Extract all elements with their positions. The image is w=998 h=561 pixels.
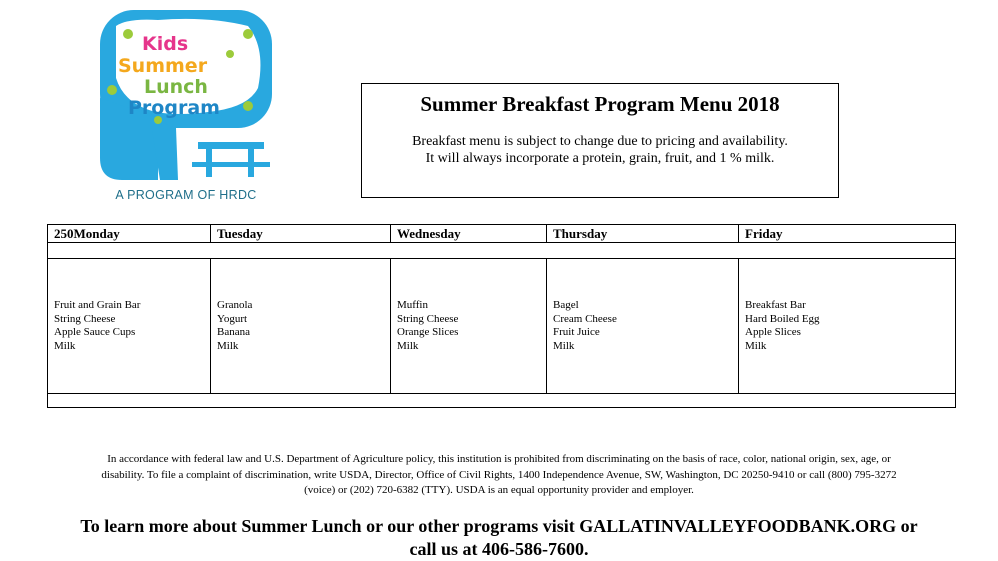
- cta-line-1: To learn more about Summer Lunch or our other programs visit GALLATINVALLEYFOODBANK.ORG or: [80, 516, 918, 536]
- menu-item: Milk: [553, 339, 575, 352]
- menu-item: Orange Slices: [397, 326, 459, 338]
- logo-word-program: Program: [128, 97, 220, 119]
- program-logo: [98, 8, 274, 208]
- menu-item: Cream Cheese: [553, 312, 617, 325]
- day-header-friday: Friday: [739, 225, 956, 243]
- menu-item: Hard Boiled Egg: [745, 312, 820, 325]
- menu-item: Milk: [397, 339, 419, 352]
- menu-item: Granola: [217, 299, 253, 311]
- spacer-cell: [48, 243, 956, 259]
- tree-logo-icon: [98, 8, 274, 186]
- menu-item: Yogurt: [217, 312, 248, 325]
- day-header-thursday: Thursday: [547, 225, 739, 243]
- day-header-wednesday: Wednesday: [391, 225, 547, 243]
- menu-item: Fruit and Grain Bar: [54, 299, 141, 311]
- title-box: [361, 83, 839, 198]
- day-header-monday: 250Monday: [48, 225, 211, 243]
- menu-items-row: [48, 259, 956, 394]
- menu-item: Milk: [217, 339, 239, 352]
- menu-item: Muffin: [397, 299, 428, 311]
- menu-item: Milk: [54, 339, 76, 352]
- logo-word-kids: Kids: [142, 33, 189, 55]
- notice-line-3: (voice) or (202) 720-6382 (TTY). USDA is an equal opportunity provider and employer.: [304, 484, 694, 496]
- menu-item: Bagel: [553, 299, 579, 311]
- notice-line-1: In accordance with federal law and U.S. Department of Agriculture policy, this institution is prohibited from discriminating on the basis of race, color, national origin, sex, age, or: [107, 453, 891, 465]
- call-to-action: [20, 515, 978, 561]
- page-title: Summer Breakfast Program Menu 2018: [420, 92, 780, 116]
- menu-item: Fruit Juice: [553, 326, 600, 338]
- menu-cell-tuesday: [211, 259, 391, 394]
- cta-line-2: call us at 406-586-7600.: [409, 539, 589, 559]
- nondiscrimination-notice: [20, 452, 978, 499]
- logo-word-summer: Summer: [118, 55, 208, 77]
- bottom-row: [48, 394, 956, 408]
- menu-item: Apple Slices: [745, 326, 801, 338]
- logo-caption: A PROGRAM OF HRDC: [115, 188, 257, 202]
- day-header-tuesday: Tuesday: [211, 225, 391, 243]
- menu-cell-monday: [48, 259, 211, 394]
- subtitle-line-1: Breakfast menu is subject to change due to pricing and availability.: [412, 134, 788, 149]
- logo-word-lunch: Lunch: [144, 76, 208, 98]
- spacer-row: [48, 243, 956, 259]
- menu-table: [47, 224, 956, 408]
- menu-item: Banana: [217, 326, 250, 338]
- menu-cell-friday: [739, 259, 956, 394]
- menu-item: Apple Sauce Cups: [54, 326, 136, 338]
- bottom-cell: [48, 394, 956, 408]
- notice-line-2: disability. To file a complaint of discrimination, write USDA, Director, Office of Civil Rights, 1400 Independence Avenue, SW, Washington, DC 20250-9410 or call (800) 795-3272: [101, 468, 897, 481]
- menu-item: Breakfast Bar: [745, 299, 806, 311]
- menu-item: String Cheese: [397, 312, 459, 325]
- menu-item: Milk: [745, 339, 767, 352]
- menu-item: String Cheese: [54, 312, 116, 325]
- subtitle-line-2: It will always incorporate a protein, grain, fruit, and 1 % milk.: [425, 151, 775, 166]
- menu-subtitle: [362, 133, 838, 167]
- day-header-row: [48, 225, 956, 243]
- menu-cell-wednesday: [391, 259, 547, 394]
- menu-cell-thursday: [547, 259, 739, 394]
